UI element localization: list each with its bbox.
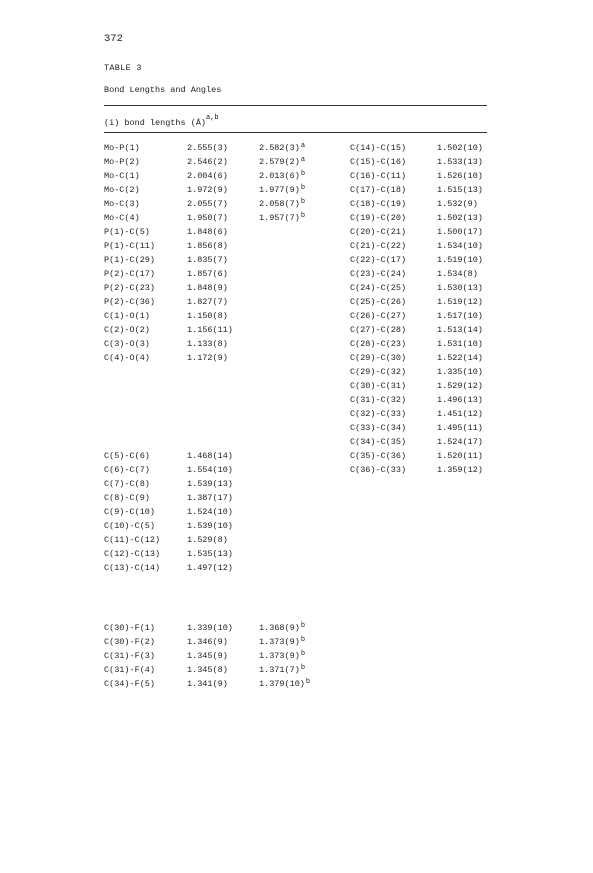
bond-length: 1.335(10) (437, 367, 483, 377)
bond-label: C(1)-O(1) (104, 311, 150, 321)
bond-length-alt (259, 649, 310, 663)
bond-length-alt (259, 211, 305, 225)
bond-label: C(28)-C(23) (350, 339, 407, 349)
bond-length: 1.517(10) (437, 311, 483, 321)
bond-length: 1.972(9) (187, 185, 228, 195)
bond-label: C(10)-C(5) (104, 521, 156, 531)
bond-length: 1.387(17) (187, 493, 233, 503)
bond-length: 1.451(12) (437, 409, 483, 419)
bond-label: Mo-C(1) (104, 171, 140, 181)
bond-length: 2.555(3) (187, 143, 228, 153)
bond-length: 1.524(17) (437, 437, 483, 447)
bond-label: C(21)-C(22) (350, 241, 407, 251)
bond-label: Mo-C(2) (104, 185, 140, 195)
bond-label: C(29)-C(32) (350, 367, 407, 377)
bond-length: 1.502(10) (437, 143, 483, 153)
bond-length: 2.055(7) (187, 199, 228, 209)
bond-length: 1.848(6) (187, 227, 228, 237)
bond-length: 1.534(8) (437, 269, 478, 279)
bond-length: 1.495(11) (437, 423, 483, 433)
block3-values (187, 621, 233, 691)
bond-length-value: 1.373(9) (259, 637, 300, 647)
footnote-marker: b (300, 184, 306, 192)
block3-values-alt (259, 621, 310, 691)
bond-label: P(2)-C(17) (104, 269, 156, 279)
right-column-values (437, 141, 483, 477)
bond-label: P(1)-C(29) (104, 255, 156, 265)
footnote-marker: a (300, 156, 306, 164)
bond-label: Mo-P(1) (104, 143, 140, 153)
bond-length: 1.522(14) (437, 353, 483, 363)
bond-length-alt (259, 635, 310, 649)
bond-length-value: 1.957(7) (259, 213, 300, 223)
bond-length-value: 2.058(7) (259, 199, 300, 209)
bond-length-value: 2.582(3) (259, 143, 300, 153)
bond-length: 1.526(10) (437, 171, 483, 181)
right-column-labels (350, 141, 406, 477)
bond-label: C(30)-F(1) (104, 623, 156, 633)
bond-label: P(2)-C(36) (104, 297, 156, 307)
bond-label: C(34)-F(5) (104, 679, 156, 689)
bond-length: 1.532(9) (437, 199, 478, 209)
bond-length: 1.468(14) (187, 451, 233, 461)
bond-label: C(4)-O(4) (104, 353, 150, 363)
bond-label: C(20)-C(21) (350, 227, 407, 237)
footnote-marker: b (300, 170, 306, 178)
bond-label: Mo-C(4) (104, 213, 140, 223)
footnote-marker: b (305, 678, 311, 686)
block3-labels (104, 621, 155, 691)
bond-label: C(36)-C(33) (350, 465, 407, 475)
bond-length: 1.150(8) (187, 311, 228, 321)
bond-label: C(32)-C(33) (350, 409, 407, 419)
bond-label: C(25)-C(26) (350, 297, 407, 307)
bond-label: C(6)-C(7) (104, 465, 150, 475)
bond-length: 1.156(11) (187, 325, 233, 335)
bond-length: 1.345(9) (187, 651, 228, 661)
bond-length: 1.346(9) (187, 637, 228, 647)
bond-label: C(16)-C(11) (350, 171, 407, 181)
bond-length: 1.827(7) (187, 297, 228, 307)
bond-label: C(26)-C(27) (350, 311, 407, 321)
bond-length-alt (259, 141, 305, 155)
bond-label: C(17)-C(18) (350, 185, 407, 195)
bond-length: 1.133(8) (187, 339, 228, 349)
bond-length: 1.341(9) (187, 679, 228, 689)
footnote-marker: b (300, 650, 306, 658)
bond-length-value: 1.373(9) (259, 651, 300, 661)
bond-length: 1.533(13) (437, 157, 483, 167)
bond-length-alt (259, 155, 305, 169)
bond-label: C(22)-C(17) (350, 255, 407, 265)
bond-length-alt (259, 677, 310, 691)
bond-length: 1.950(7) (187, 213, 228, 223)
bond-label: C(18)-C(19) (350, 199, 407, 209)
table-label: TABLE 3 (104, 63, 142, 73)
bond-length-alt (259, 169, 305, 183)
bond-length: 1.534(10) (437, 241, 483, 251)
bond-length: 1.339(10) (187, 623, 233, 633)
bond-label: C(19)-C(20) (350, 213, 407, 223)
bond-label: P(1)-C(11) (104, 241, 156, 251)
bond-length: 1.345(8) (187, 665, 228, 675)
bond-label: C(7)-C(8) (104, 479, 150, 489)
bond-length: 1.359(12) (437, 465, 483, 475)
bond-label: C(29)-C(30) (350, 353, 407, 363)
bond-length: 1.857(6) (187, 269, 228, 279)
bond-label: C(2)-O(2) (104, 325, 150, 335)
footnote-marker: b (300, 198, 306, 206)
section-heading-rule (104, 132, 487, 133)
bond-length: 1.520(11) (437, 451, 483, 461)
block2-values (187, 449, 233, 575)
bond-label: C(12)-C(13) (104, 549, 161, 559)
bond-length-value: 1.371(7) (259, 665, 300, 675)
bond-length: 1.539(10) (187, 521, 233, 531)
bond-label: C(13)-C(14) (104, 563, 161, 573)
bond-label: C(14)-C(15) (350, 143, 407, 153)
bond-label: C(34)-C(35) (350, 437, 407, 447)
bond-length: 2.546(2) (187, 157, 228, 167)
bond-length-value: 2.579(2) (259, 157, 300, 167)
bond-length-value: 1.368(9) (259, 623, 300, 633)
bond-length-alt (259, 663, 310, 677)
bond-length-alt (259, 183, 305, 197)
footnote-marker: b (300, 212, 306, 220)
block2-labels (104, 449, 160, 575)
bond-label: C(31)-C(32) (350, 395, 407, 405)
bond-length-value: 2.013(6) (259, 171, 300, 181)
bond-length-alt (259, 621, 310, 635)
bond-length: 1.500(17) (437, 227, 483, 237)
bond-length: 1.529(8) (187, 535, 228, 545)
bond-length-alt (259, 197, 305, 211)
bond-label: C(35)-C(36) (350, 451, 407, 461)
block1-values-alt (259, 141, 305, 225)
bond-label: C(31)-F(3) (104, 651, 156, 661)
bond-label: P(1)-C(5) (104, 227, 150, 237)
bond-length: 1.848(9) (187, 283, 228, 293)
bond-label: C(24)-C(25) (350, 283, 407, 293)
footnote-marker: b (300, 664, 306, 672)
bond-length: 1.524(10) (187, 507, 233, 517)
table-caption: Bond Lengths and Angles (104, 85, 222, 95)
bond-length: 1.835(7) (187, 255, 228, 265)
bond-label: C(23)-C(24) (350, 269, 407, 279)
block1-labels (104, 141, 155, 365)
bond-label: C(9)-C(10) (104, 507, 156, 517)
bond-label: C(30)-C(31) (350, 381, 407, 391)
footnote-marker: b (300, 622, 306, 630)
bond-length-value: 1.379(10) (259, 679, 305, 689)
bond-label: Mo-C(3) (104, 199, 140, 209)
bond-label: C(5)-C(6) (104, 451, 150, 461)
bond-length: 1.502(13) (437, 213, 483, 223)
bond-length: 1.513(14) (437, 325, 483, 335)
bond-length: 1.515(13) (437, 185, 483, 195)
bond-length: 1.519(10) (437, 255, 483, 265)
bond-label: C(27)-C(28) (350, 325, 407, 335)
bond-length: 1.172(9) (187, 353, 228, 363)
bond-length-value: 1.977(9) (259, 185, 300, 195)
footnote-marker: a (300, 142, 306, 150)
bond-length: 1.531(10) (437, 339, 483, 349)
bond-label: P(2)-C(23) (104, 283, 156, 293)
bond-label: C(8)-C(9) (104, 493, 150, 503)
bond-length: 1.496(13) (437, 395, 483, 405)
bond-length: 1.856(8) (187, 241, 228, 251)
bond-length: 1.554(10) (187, 465, 233, 475)
bond-label: C(15)-C(16) (350, 157, 407, 167)
bond-length: 2.004(6) (187, 171, 228, 181)
block1-values (187, 141, 233, 365)
bond-label: Mo-P(2) (104, 157, 140, 167)
table-top-rule (104, 105, 487, 106)
bond-length: 1.530(13) (437, 283, 483, 293)
bond-label: C(30)-F(2) (104, 637, 156, 647)
footnote-marker: b (300, 636, 306, 644)
bond-length: 1.497(12) (187, 563, 233, 573)
bond-length: 1.529(12) (437, 381, 483, 391)
bond-label: C(31)-F(4) (104, 665, 156, 675)
bond-label: C(3)-O(3) (104, 339, 150, 349)
bond-length: 1.535(13) (187, 549, 233, 559)
section-heading: (i) bond lengths (Å)$^{a,b}$ (104, 114, 219, 128)
bond-label: C(11)-C(12) (104, 535, 161, 545)
bond-label: C(33)-C(34) (350, 423, 407, 433)
page-number: 372 (104, 33, 123, 45)
bond-length: 1.519(12) (437, 297, 483, 307)
bond-length: 1.539(13) (187, 479, 233, 489)
